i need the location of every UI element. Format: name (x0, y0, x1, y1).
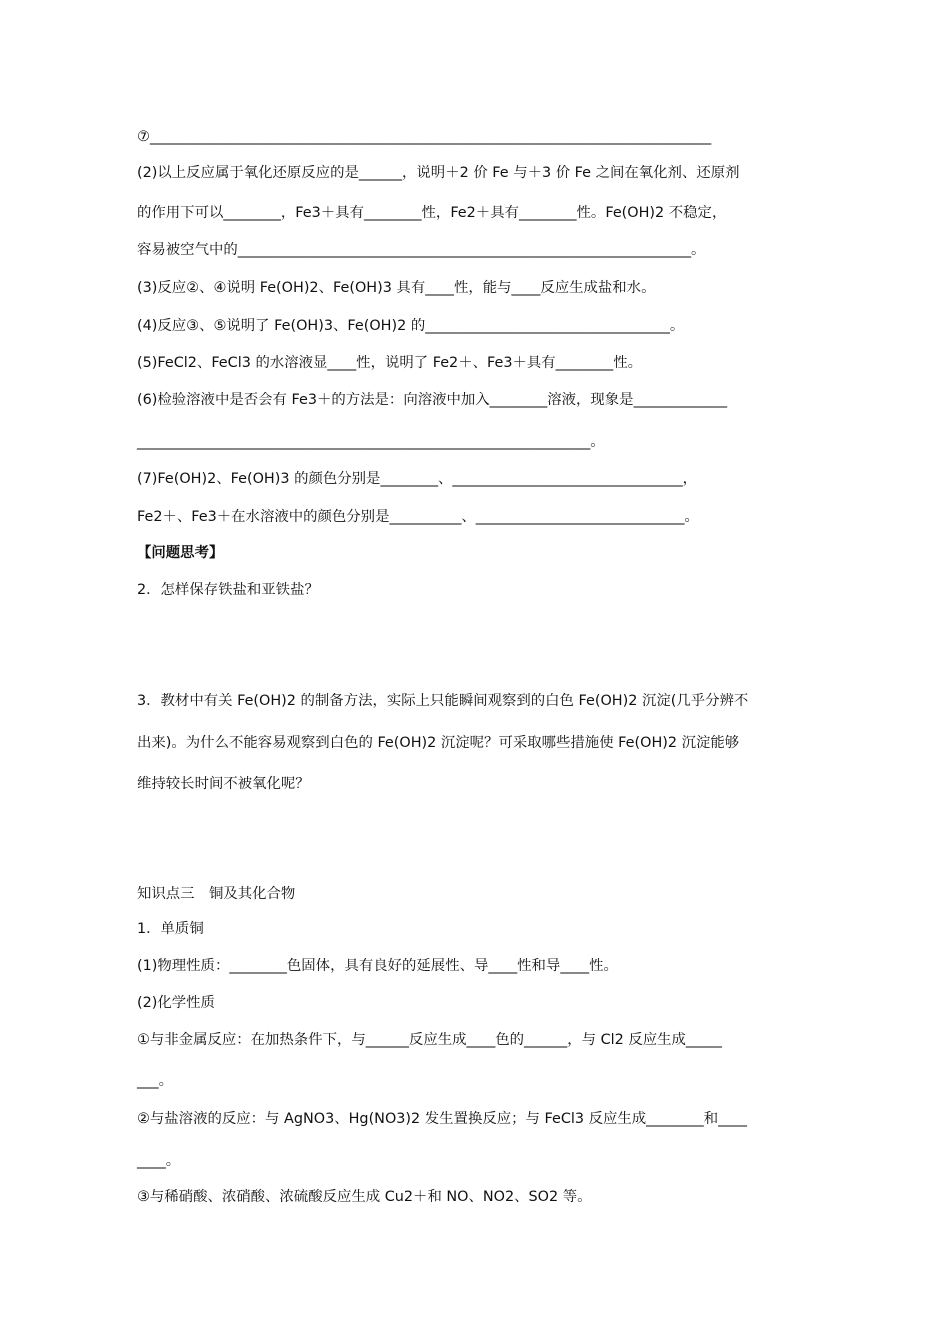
acid-reaction-line: ③与稀硝酸、浓硝酸、浓硫酸反应生成 Cu2＋和 NO、NO2、SO2 等。 (137, 1189, 592, 1205)
question-line-7: ⑦______________________________________________________________________________ (137, 129, 712, 145)
thinking-question-3b: 出来)。为什么不能容易观察到白色的 Fe(OH)2 沉淀呢？可采取哪些措施使 Fe(OH)2 沉淀能够 (137, 735, 740, 751)
salt-reaction-line-a: ②与盐溶液的反应：与 AgNO3、Hg(NO3)2 发生置换反应；与 FeCl3 反应生成________和____ (137, 1111, 747, 1127)
question-line-4: (4)反应③、⑤说明了 Fe(OH)3、Fe(OH)2 的__________________________________。 (137, 318, 685, 334)
question-line-5: (5)FeCl2、FeCl3 的水溶液显____性，说明了 Fe2＋、Fe3＋具有________性。 (137, 355, 642, 371)
chemical-properties-heading: (2)化学性质 (137, 995, 215, 1011)
question-line-2c: 容易被空气中的_______________________________________________________________。 (137, 242, 706, 258)
physical-properties-line: (1)物理性质：________色固体，具有良好的延展性、导____性和导____性。 (137, 958, 618, 974)
question-line-7b: Fe2＋、Fe3＋在水溶液中的颜色分别是__________、_____________________________。 (137, 509, 699, 525)
thinking-question-3a: 3．教材中有关 Fe(OH)2 的制备方法，实际上只能瞬间观察到的白色 Fe(OH)2 沉淀(几乎分辨不 (137, 693, 749, 709)
nonmetal-reaction-line-a: ①与非金属反应：在加热条件下，与______反应生成____色的______，与 Cl2 反应生成_____ (137, 1032, 722, 1048)
thinking-question-3c: 维持较长时间不被氧化呢？ (137, 776, 310, 792)
knowledge-point-3-title: 知识点三 铜及其化合物 (137, 886, 296, 902)
nonmetal-reaction-line-b: ___。 (137, 1073, 173, 1089)
question-line-6b: _______________________________________________________________。 (137, 434, 605, 450)
thinking-question-2: 2．怎样保存铁盐和亚铁盐？ (137, 582, 319, 598)
question-line-2b: 的作用下可以________，Fe3＋具有________性，Fe2＋具有________性。Fe(OH)2 不稳定， (137, 205, 727, 221)
copper-element-heading: 1．单质铜 (137, 921, 204, 937)
question-line-3: (3)反应②、④说明 Fe(OH)2、Fe(OH)3 具有____性，能与____反应生成盐和水。 (137, 280, 656, 296)
question-line-2a: (2)以上反应属于氧化还原反应的是______，说明＋2 价 Fe 与＋3 价 Fe 之间在氧化剂、还原剂 (137, 165, 740, 181)
question-line-6a: (6)检验溶液中是否会有 Fe3＋的方法是：向溶液中加入________溶液，现象是_____________ (137, 392, 728, 408)
question-line-7a: (7)Fe(OH)2、Fe(OH)3 的颜色分别是________、________________________________， (137, 471, 698, 487)
salt-reaction-line-b: ____。 (137, 1153, 181, 1169)
section-heading-problem-thinking: 【问题思考】 (137, 545, 224, 561)
